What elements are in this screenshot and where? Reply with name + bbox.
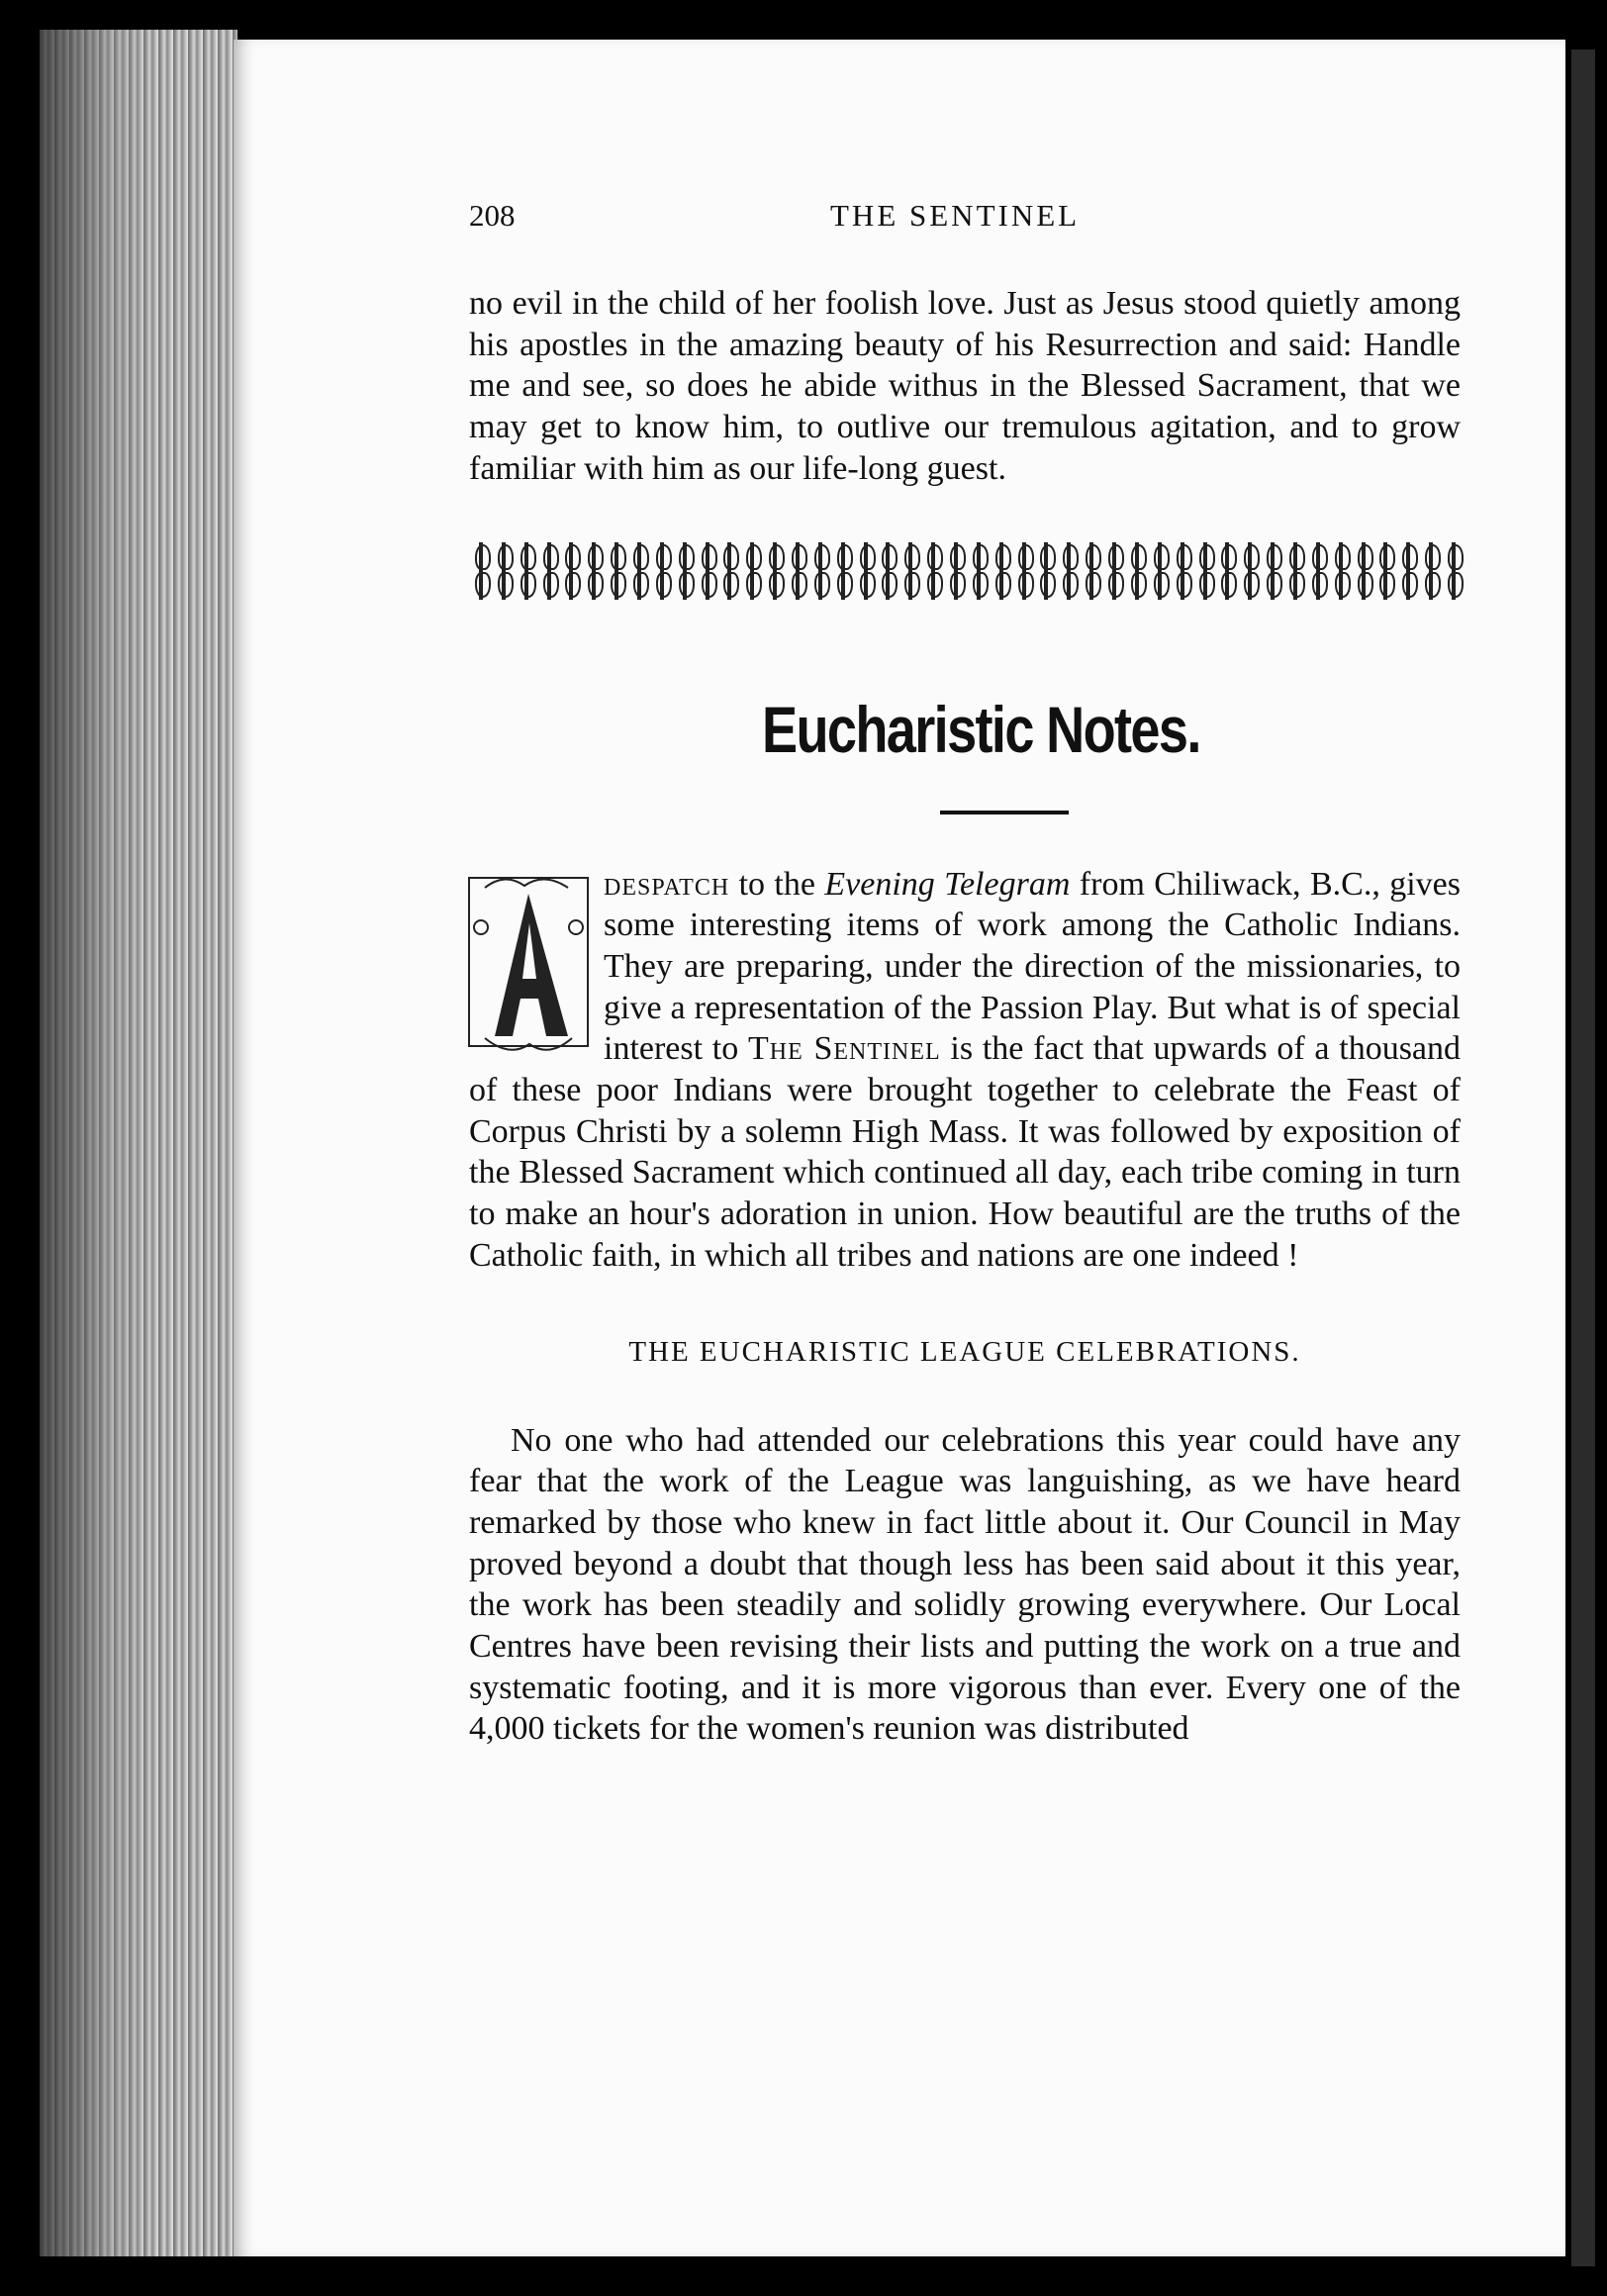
ornamental-divider: [469, 539, 1465, 603]
fleuron-icon: [717, 542, 740, 600]
newspaper-title: Evening Telegram: [824, 865, 1071, 903]
fleuron-icon: [831, 542, 854, 600]
fleuron-icon: [469, 542, 492, 600]
fleuron-icon: [763, 542, 786, 600]
fleuron-icon: [1148, 542, 1171, 600]
fleuron-icon: [1193, 542, 1216, 600]
sentinel-name: The Sentinel: [747, 1030, 941, 1068]
fleuron-icon: [854, 542, 877, 600]
paragraph-continued: no evil in the child of her foolish love. Just as Jesus stood quietly among his apostles in the amazing beauty of his Resurrection and said: Handle me and see, so does he abide withus in the Blessed Sacrament, that we may get to know him, to outlive our tremulous agitation, and to grow familiar with him as our life-long guest.: [469, 285, 1461, 487]
fleuron-icon: [1419, 542, 1442, 600]
subheading: THE EUCHARISTIC LEAGUE CELEBRATIONS.: [628, 1335, 1301, 1368]
fleuron-icon: [990, 542, 1012, 600]
eucharistic-notes-text: despatch to the Evening Telegram from Chiliwack, B.C., gives some interesting items of work among the Catholic Indians. They are preparing, under the direction of the missionaries, to give a representation of the Passion Play. But what is of special interest to The Sentinel is the fact that upwards of a thousand of these poor Indians were brought together to celebrate the Feast of Corpus Christi by a solemn High Mass. It was followed by exposition of the Blessed Sacrament which continued all day, each tribe coming in turn to make an hour's adoration in union. How beautiful are the truths of the Catholic faith, in which all tribes and nations are one indeed !: [469, 865, 1462, 1274]
fleuron-icon: [1373, 542, 1396, 600]
lead-word: despatch: [604, 865, 730, 903]
book-edge-shadow: [40, 30, 158, 2256]
fleuron-icon: [1442, 542, 1465, 600]
page-number: 208: [469, 198, 516, 233]
fleuron-icon: [876, 542, 898, 600]
fleuron-icon: [1396, 542, 1419, 600]
fleuron-icon: [1261, 542, 1283, 600]
heading-rule: [940, 811, 1069, 814]
fleuron-icon: [627, 542, 650, 600]
svg-text:A: A: [529, 1055, 530, 1057]
league-paragraph: No one who had attended our celebrations this year could have any fear that the work of the League was languishing, as we have heard remarked by those who knew in fact little about it. Our Council in May proved beyond a doubt that though less has been said about it this year, the work has been steadily and solidly growing everywhere. Our Local Centres have been revising their lists and putting the work on a true and systematic footing, and it is more vigorous than ever. Every one of the 4,000 tickets for the women's reunion was distributed: [469, 1421, 1461, 1748]
fleuron-icon: [696, 542, 718, 600]
running-title: THE SENTINEL: [830, 198, 1081, 233]
fleuron-icon: [1034, 542, 1057, 600]
fleuron-icon: [650, 542, 673, 600]
fleuron-icon: [740, 542, 763, 600]
fleuron-icon: [492, 542, 515, 600]
fleuron-icon: [559, 542, 582, 600]
fleuron-icon: [898, 542, 921, 600]
fleuron-icon: [673, 542, 696, 600]
facing-page-edge: [1571, 49, 1595, 2266]
fleuron-icon: [944, 542, 967, 600]
fleuron-icon: [1125, 542, 1148, 600]
fleuron-icon: [808, 542, 831, 600]
fleuron-icon: [1352, 542, 1374, 600]
fleuron-icon: [1238, 542, 1261, 600]
fleuron-icon: [1215, 542, 1238, 600]
fleuron-icon: [1057, 542, 1080, 600]
fleuron-icon: [515, 542, 537, 600]
fleuron-icon: [1012, 542, 1035, 600]
fleuron-icon: [921, 542, 944, 600]
fleuron-icon: [1329, 542, 1352, 600]
fleuron-icon: [537, 542, 560, 600]
fleuron-icon: [786, 542, 808, 600]
fleuron-icon: [1102, 542, 1125, 600]
running-head: [469, 198, 1461, 257]
page-content: [469, 198, 1461, 1750]
fleuron-icon: [1283, 542, 1306, 600]
fleuron-icon: [1171, 542, 1193, 600]
dropcap-letter-icon: [465, 868, 594, 1066]
fleuron-icon: [605, 542, 627, 600]
fleuron-icon: [1306, 542, 1329, 600]
section-heading: Eucharistic Notes.: [762, 692, 1200, 766]
section-paragraph: [469, 864, 1461, 1277]
fleuron-icon: [582, 542, 605, 600]
fleuron-icon: [967, 542, 990, 600]
fleuron-icon: [1080, 542, 1102, 600]
